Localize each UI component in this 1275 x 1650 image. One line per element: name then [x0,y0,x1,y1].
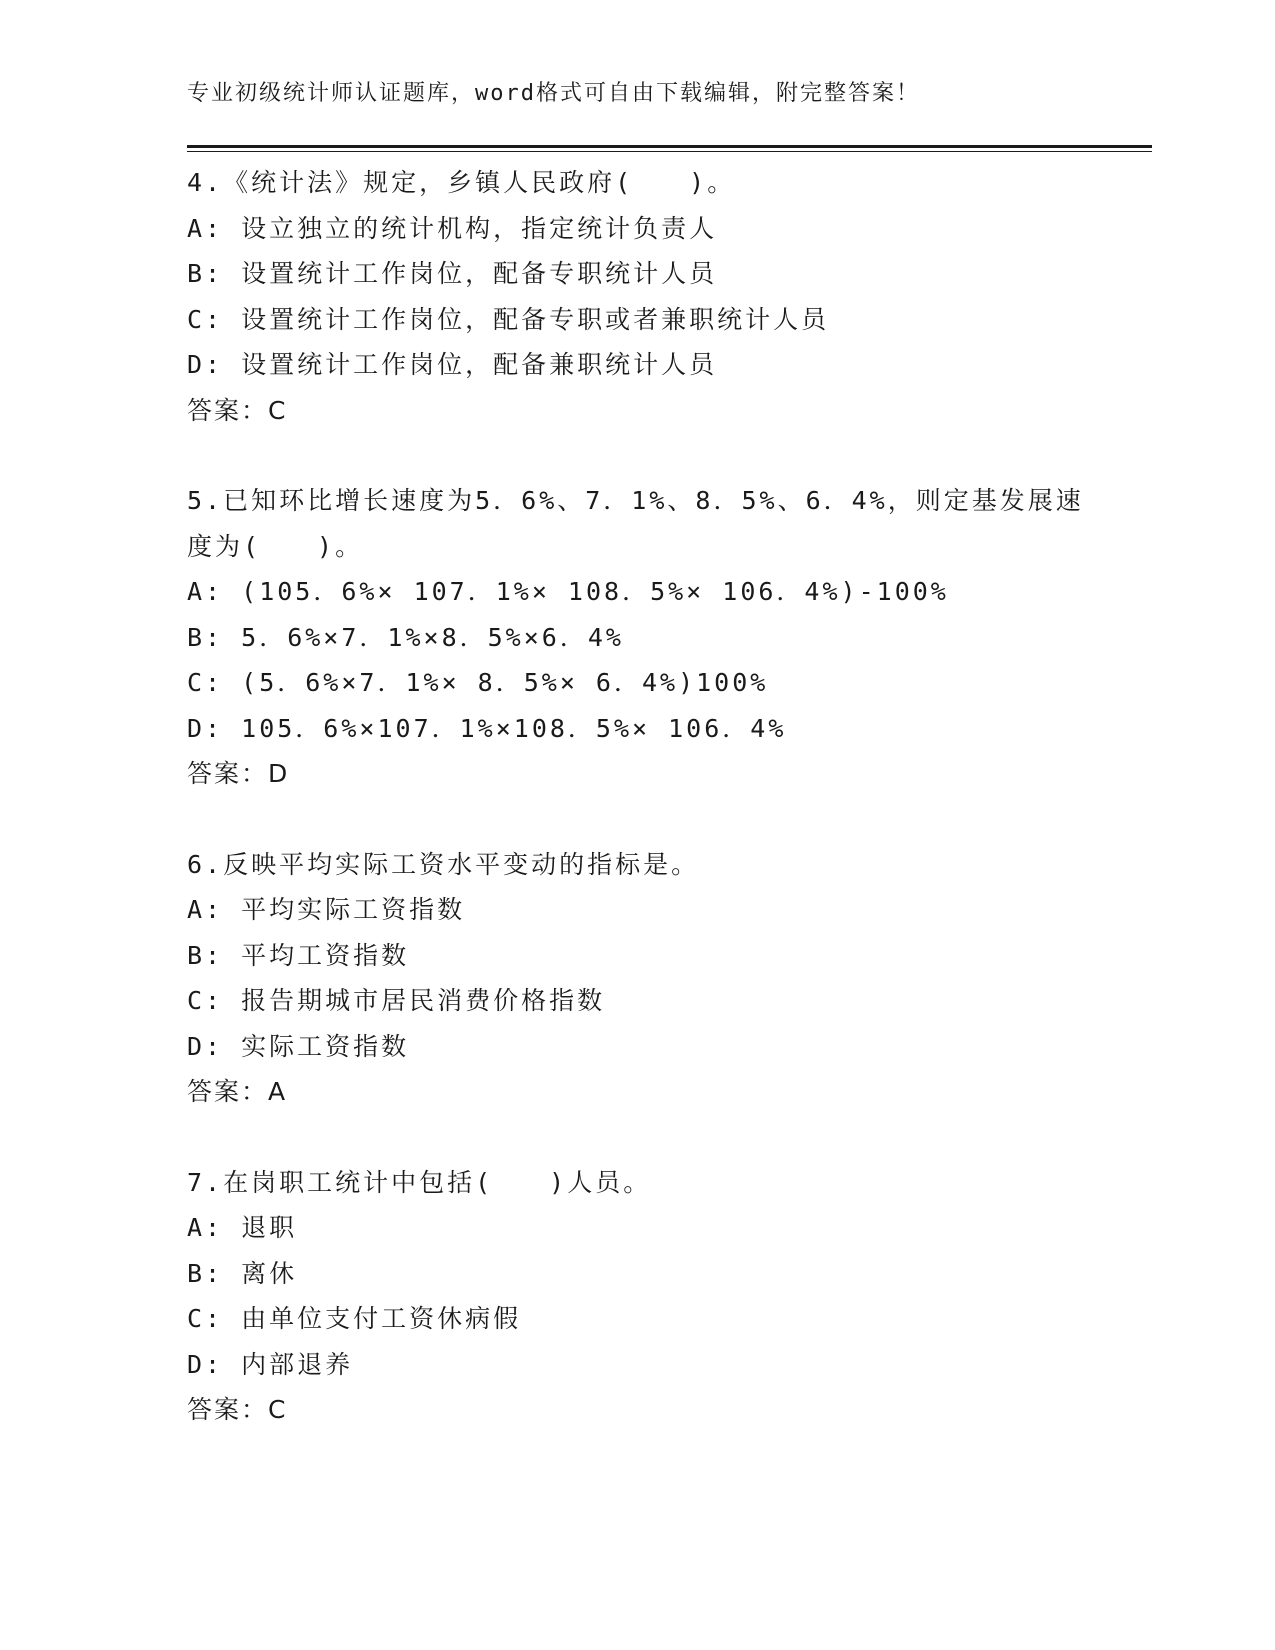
option-c: C: (5．6%×7．1%× 8．5%× 6．4%)100% [187,668,769,697]
answer: 答案：A [187,1077,288,1106]
spacer [187,1115,1117,1160]
question-7 [187,1160,1117,1433]
option-b: B: 平均工资指数 [187,940,410,970]
spacer [187,433,1117,478]
option-a: A: (105．6%× 107．1%× 108．5%× 106．4%)-100% [187,577,949,606]
answer: 答案：C [187,395,288,425]
option-c: C: 报告期城市居民消费价格指数 [187,986,606,1015]
option-a: A: 设立独立的统计机构，指定统计负责人 [187,213,718,243]
answer: 答案：C [187,1395,288,1424]
question-stem: 4.《统计法》规定，乡镇人民政府( )。 [187,168,736,197]
option-b: B: 离休 [187,1258,298,1288]
option-d: D: 内部退养 [187,1349,354,1379]
option-d: D: 105．6%×107．1%×108．5%× 106．4% [187,713,787,743]
option-c: C: 设置统计工作岗位，配备专职或者兼职统计人员 [187,304,830,334]
question-stem: 5.已知环比增长速度为5．6%、7．1%、8．5%、6．4%，则定基发展速 [187,486,1084,515]
question-list [187,160,1117,1433]
option-c: C: 由单位支付工资休病假 [187,1304,522,1333]
option-a: A: 退职 [187,1213,298,1242]
question-6 [187,842,1117,1115]
spacer [187,797,1117,842]
answer: 答案：D [187,759,290,788]
option-d: D: 设置统计工作岗位，配备兼职统计人员 [187,350,718,379]
question-4 [187,160,1117,433]
option-a: A: 平均实际工资指数 [187,895,466,924]
question-stem-continued: 度为( )。 [187,531,364,561]
question-stem: 7.在岗职工统计中包括( )人员。 [187,1167,652,1197]
question-stem: 6.反映平均实际工资水平变动的指标是。 [187,849,700,879]
option-b: B: 5．6%×7．1%×8．5%×6．4% [187,622,624,652]
page-header: 专业初级统计师认证题库，word格式可自由下载编辑，附完整答案！ [187,81,920,106]
question-5 [187,478,1117,797]
option-b: B: 设置统计工作岗位，配备专职统计人员 [187,259,718,288]
header-divider [187,145,1152,152]
option-d: D: 实际工资指数 [187,1031,410,1061]
